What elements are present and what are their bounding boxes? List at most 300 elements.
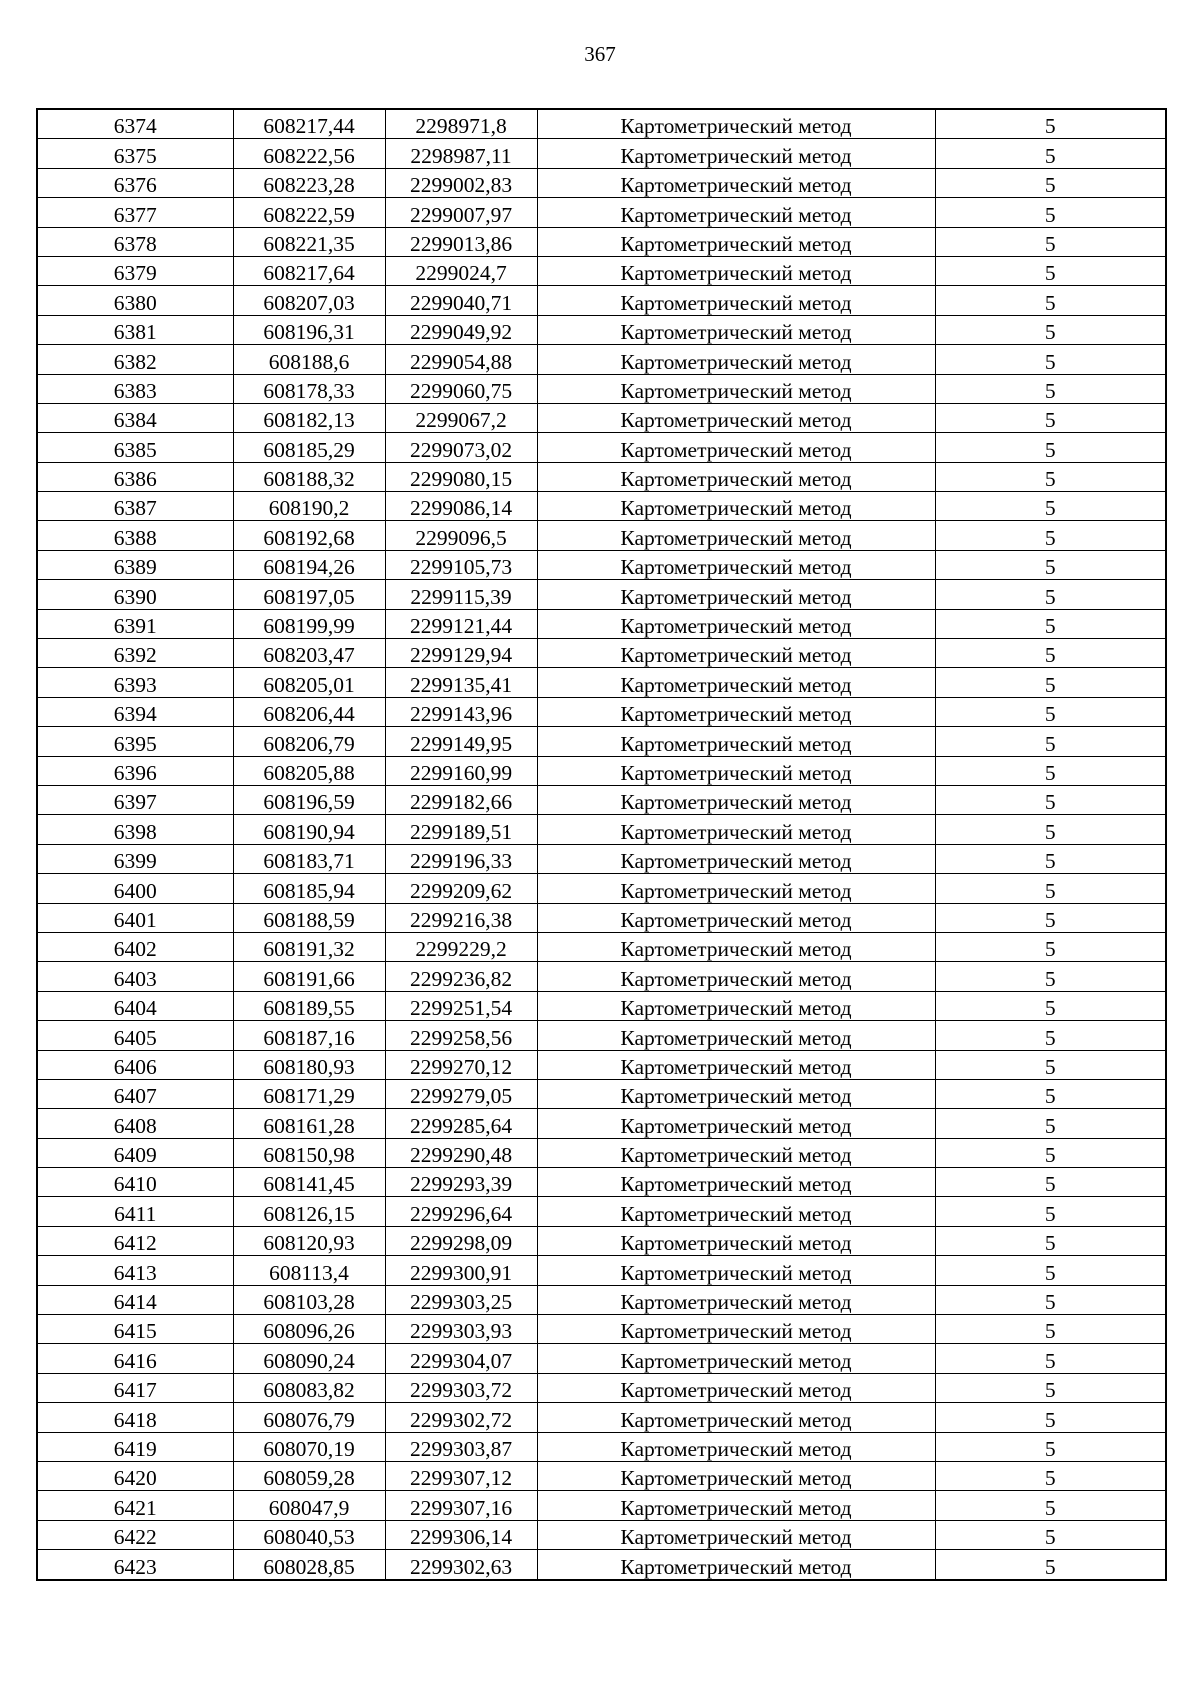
point-number-cell: 6387 — [37, 492, 233, 521]
x-coordinate-cell: 608113,4 — [233, 1256, 385, 1285]
point-number-cell: 6390 — [37, 580, 233, 609]
table-row — [37, 1373, 1166, 1402]
point-number-cell: 6413 — [37, 1256, 233, 1285]
y-coordinate-cell: 2299105,73 — [385, 550, 537, 579]
accuracy-cell: 5 — [935, 345, 1166, 374]
x-coordinate-cell: 608070,19 — [233, 1432, 385, 1461]
y-coordinate-cell: 2299024,7 — [385, 256, 537, 285]
accuracy-cell: 5 — [935, 639, 1166, 668]
y-coordinate-cell: 2298971,8 — [385, 109, 537, 139]
x-coordinate-cell: 608076,79 — [233, 1403, 385, 1432]
point-number-cell: 6410 — [37, 1168, 233, 1197]
accuracy-cell: 5 — [935, 1138, 1166, 1167]
method-cell: Картометрический метод — [537, 756, 935, 785]
point-number-cell: 6405 — [37, 1021, 233, 1050]
method-cell: Картометрический метод — [537, 168, 935, 197]
method-cell: Картометрический метод — [537, 521, 935, 550]
table-row — [37, 315, 1166, 344]
point-number-cell: 6415 — [37, 1315, 233, 1344]
y-coordinate-cell: 2299149,95 — [385, 727, 537, 756]
accuracy-cell: 5 — [935, 1315, 1166, 1344]
accuracy-cell: 5 — [935, 1109, 1166, 1138]
table-row — [37, 1138, 1166, 1167]
y-coordinate-cell: 2299307,16 — [385, 1491, 537, 1520]
method-cell: Картометрический метод — [537, 1050, 935, 1079]
y-coordinate-cell: 2299229,2 — [385, 932, 537, 961]
method-cell: Картометрический метод — [537, 1256, 935, 1285]
accuracy-cell: 5 — [935, 962, 1166, 991]
x-coordinate-cell: 608188,6 — [233, 345, 385, 374]
x-coordinate-cell: 608217,64 — [233, 256, 385, 285]
table-row — [37, 462, 1166, 491]
x-coordinate-cell: 608191,66 — [233, 962, 385, 991]
x-coordinate-cell: 608185,94 — [233, 874, 385, 903]
accuracy-cell: 5 — [935, 198, 1166, 227]
method-cell: Картометрический метод — [537, 1491, 935, 1520]
x-coordinate-cell: 608187,16 — [233, 1021, 385, 1050]
table-row — [37, 1461, 1166, 1490]
point-number-cell: 6378 — [37, 227, 233, 256]
x-coordinate-cell: 608040,53 — [233, 1520, 385, 1549]
x-coordinate-cell: 608191,32 — [233, 932, 385, 961]
table-row — [37, 521, 1166, 550]
point-number-cell: 6423 — [37, 1550, 233, 1580]
accuracy-cell: 5 — [935, 139, 1166, 168]
y-coordinate-cell: 2299067,2 — [385, 403, 537, 432]
method-cell: Картометрический метод — [537, 1550, 935, 1580]
table-row — [37, 844, 1166, 873]
method-cell: Картометрический метод — [537, 227, 935, 256]
point-number-cell: 6404 — [37, 991, 233, 1020]
method-cell: Картометрический метод — [537, 903, 935, 932]
table-row — [37, 1491, 1166, 1520]
accuracy-cell: 5 — [935, 1373, 1166, 1402]
method-cell: Картометрический метод — [537, 991, 935, 1020]
x-coordinate-cell: 608090,24 — [233, 1344, 385, 1373]
point-number-cell: 6400 — [37, 874, 233, 903]
x-coordinate-cell: 608182,13 — [233, 403, 385, 432]
point-number-cell: 6379 — [37, 256, 233, 285]
accuracy-cell: 5 — [935, 433, 1166, 462]
table-row — [37, 374, 1166, 403]
accuracy-cell: 5 — [935, 109, 1166, 139]
point-number-cell: 6406 — [37, 1050, 233, 1079]
y-coordinate-cell: 2299303,93 — [385, 1315, 537, 1344]
table-row — [37, 198, 1166, 227]
table-row — [37, 785, 1166, 814]
point-number-cell: 6416 — [37, 1344, 233, 1373]
x-coordinate-cell: 608190,94 — [233, 815, 385, 844]
y-coordinate-cell: 2299306,14 — [385, 1520, 537, 1549]
y-coordinate-cell: 2299013,86 — [385, 227, 537, 256]
point-number-cell: 6393 — [37, 668, 233, 697]
accuracy-cell: 5 — [935, 1520, 1166, 1549]
point-number-cell: 6395 — [37, 727, 233, 756]
table-row — [37, 227, 1166, 256]
y-coordinate-cell: 2299251,54 — [385, 991, 537, 1020]
x-coordinate-cell: 608096,26 — [233, 1315, 385, 1344]
x-coordinate-cell: 608196,59 — [233, 785, 385, 814]
x-coordinate-cell: 608221,35 — [233, 227, 385, 256]
point-number-cell: 6376 — [37, 168, 233, 197]
point-number-cell: 6419 — [37, 1432, 233, 1461]
y-coordinate-cell: 2299054,88 — [385, 345, 537, 374]
y-coordinate-cell: 2299080,15 — [385, 462, 537, 491]
accuracy-cell: 5 — [935, 227, 1166, 256]
point-number-cell: 6399 — [37, 844, 233, 873]
accuracy-cell: 5 — [935, 1256, 1166, 1285]
x-coordinate-cell: 608103,28 — [233, 1285, 385, 1314]
table-row — [37, 1021, 1166, 1050]
accuracy-cell: 5 — [935, 1050, 1166, 1079]
point-number-cell: 6385 — [37, 433, 233, 462]
x-coordinate-cell: 608171,29 — [233, 1079, 385, 1108]
y-coordinate-cell: 2299303,87 — [385, 1432, 537, 1461]
method-cell: Картометрический метод — [537, 1226, 935, 1255]
x-coordinate-cell: 608217,44 — [233, 109, 385, 139]
point-number-cell: 6414 — [37, 1285, 233, 1314]
accuracy-cell: 5 — [935, 1550, 1166, 1580]
method-cell: Картометрический метод — [537, 462, 935, 491]
table-row — [37, 1432, 1166, 1461]
point-number-cell: 6380 — [37, 286, 233, 315]
point-number-cell: 6382 — [37, 345, 233, 374]
x-coordinate-cell: 608059,28 — [233, 1461, 385, 1490]
table-row — [37, 580, 1166, 609]
x-coordinate-cell: 608185,29 — [233, 433, 385, 462]
table-row — [37, 1197, 1166, 1226]
method-cell: Картометрический метод — [537, 932, 935, 961]
accuracy-cell: 5 — [935, 256, 1166, 285]
accuracy-cell: 5 — [935, 374, 1166, 403]
y-coordinate-cell: 2299086,14 — [385, 492, 537, 521]
y-coordinate-cell: 2299296,64 — [385, 1197, 537, 1226]
method-cell: Картометрический метод — [537, 815, 935, 844]
method-cell: Картометрический метод — [537, 874, 935, 903]
method-cell: Картометрический метод — [537, 1432, 935, 1461]
table-row — [37, 1403, 1166, 1432]
method-cell: Картометрический метод — [537, 1079, 935, 1108]
table-row — [37, 433, 1166, 462]
y-coordinate-cell: 2299303,72 — [385, 1373, 537, 1402]
y-coordinate-cell: 2299182,66 — [385, 785, 537, 814]
x-coordinate-cell: 608206,44 — [233, 697, 385, 726]
accuracy-cell: 5 — [935, 580, 1166, 609]
point-number-cell: 6386 — [37, 462, 233, 491]
table-row — [37, 139, 1166, 168]
accuracy-cell: 5 — [935, 1021, 1166, 1050]
y-coordinate-cell: 2299258,56 — [385, 1021, 537, 1050]
table-row — [37, 1520, 1166, 1549]
y-coordinate-cell: 2299115,39 — [385, 580, 537, 609]
accuracy-cell: 5 — [935, 697, 1166, 726]
x-coordinate-cell: 608178,33 — [233, 374, 385, 403]
table-row — [37, 1550, 1166, 1580]
accuracy-cell: 5 — [935, 286, 1166, 315]
accuracy-cell: 5 — [935, 844, 1166, 873]
method-cell: Картометрический метод — [537, 1520, 935, 1549]
y-coordinate-cell: 2299073,02 — [385, 433, 537, 462]
point-number-cell: 6403 — [37, 962, 233, 991]
point-number-cell: 6421 — [37, 1491, 233, 1520]
method-cell: Картометрический метод — [537, 1197, 935, 1226]
method-cell: Картометрический метод — [537, 1138, 935, 1167]
method-cell: Картометрический метод — [537, 374, 935, 403]
method-cell: Картометрический метод — [537, 1373, 935, 1402]
accuracy-cell: 5 — [935, 668, 1166, 697]
x-coordinate-cell: 608161,28 — [233, 1109, 385, 1138]
accuracy-cell: 5 — [935, 521, 1166, 550]
accuracy-cell: 5 — [935, 1344, 1166, 1373]
point-number-cell: 6407 — [37, 1079, 233, 1108]
y-coordinate-cell: 2299060,75 — [385, 374, 537, 403]
x-coordinate-cell: 608183,71 — [233, 844, 385, 873]
x-coordinate-cell: 608120,93 — [233, 1226, 385, 1255]
x-coordinate-cell: 608205,88 — [233, 756, 385, 785]
table-row — [37, 962, 1166, 991]
y-coordinate-cell: 2299040,71 — [385, 286, 537, 315]
y-coordinate-cell: 2299307,12 — [385, 1461, 537, 1490]
x-coordinate-cell: 608206,79 — [233, 727, 385, 756]
accuracy-cell: 5 — [935, 1432, 1166, 1461]
accuracy-cell: 5 — [935, 1491, 1166, 1520]
method-cell: Картометрический метод — [537, 639, 935, 668]
method-cell: Картометрический метод — [537, 1109, 935, 1138]
x-coordinate-cell: 608197,05 — [233, 580, 385, 609]
y-coordinate-cell: 2299209,62 — [385, 874, 537, 903]
accuracy-cell: 5 — [935, 815, 1166, 844]
x-coordinate-cell: 608199,99 — [233, 609, 385, 638]
table-row — [37, 1079, 1166, 1108]
table-row — [37, 1226, 1166, 1255]
table-row — [37, 345, 1166, 374]
accuracy-cell: 5 — [935, 756, 1166, 785]
point-number-cell: 6383 — [37, 374, 233, 403]
x-coordinate-cell: 608180,93 — [233, 1050, 385, 1079]
accuracy-cell: 5 — [935, 932, 1166, 961]
x-coordinate-cell: 608223,28 — [233, 168, 385, 197]
x-coordinate-cell: 608188,32 — [233, 462, 385, 491]
point-number-cell: 6408 — [37, 1109, 233, 1138]
x-coordinate-cell: 608222,59 — [233, 198, 385, 227]
accuracy-cell: 5 — [935, 168, 1166, 197]
accuracy-cell: 5 — [935, 403, 1166, 432]
y-coordinate-cell: 2299049,92 — [385, 315, 537, 344]
y-coordinate-cell: 2299303,25 — [385, 1285, 537, 1314]
x-coordinate-cell: 608188,59 — [233, 903, 385, 932]
method-cell: Картометрический метод — [537, 550, 935, 579]
y-coordinate-cell: 2299302,72 — [385, 1403, 537, 1432]
point-number-cell: 6412 — [37, 1226, 233, 1255]
point-number-cell: 6394 — [37, 697, 233, 726]
x-coordinate-cell: 608126,15 — [233, 1197, 385, 1226]
y-coordinate-cell: 2299285,64 — [385, 1109, 537, 1138]
method-cell: Картометрический метод — [537, 492, 935, 521]
table-row — [37, 1315, 1166, 1344]
point-number-cell: 6411 — [37, 1197, 233, 1226]
method-cell: Картометрический метод — [537, 433, 935, 462]
accuracy-cell: 5 — [935, 1079, 1166, 1108]
y-coordinate-cell: 2299096,5 — [385, 521, 537, 550]
method-cell: Картометрический метод — [537, 256, 935, 285]
y-coordinate-cell: 2298987,11 — [385, 139, 537, 168]
table-row — [37, 903, 1166, 932]
y-coordinate-cell: 2299302,63 — [385, 1550, 537, 1580]
method-cell: Картометрический метод — [537, 844, 935, 873]
table-row — [37, 874, 1166, 903]
y-coordinate-cell: 2299002,83 — [385, 168, 537, 197]
point-number-cell: 6388 — [37, 521, 233, 550]
x-coordinate-cell: 608028,85 — [233, 1550, 385, 1580]
y-coordinate-cell: 2299304,07 — [385, 1344, 537, 1373]
x-coordinate-cell: 608196,31 — [233, 315, 385, 344]
x-coordinate-cell: 608203,47 — [233, 639, 385, 668]
point-number-cell: 6392 — [37, 639, 233, 668]
method-cell: Картометрический метод — [537, 1344, 935, 1373]
y-coordinate-cell: 2299160,99 — [385, 756, 537, 785]
method-cell: Картометрический метод — [537, 139, 935, 168]
page-number: 367 — [584, 42, 616, 66]
x-coordinate-cell: 608205,01 — [233, 668, 385, 697]
y-coordinate-cell: 2299216,38 — [385, 903, 537, 932]
x-coordinate-cell: 608150,98 — [233, 1138, 385, 1167]
accuracy-cell: 5 — [935, 609, 1166, 638]
point-number-cell: 6401 — [37, 903, 233, 932]
accuracy-cell: 5 — [935, 1197, 1166, 1226]
table-row — [37, 1344, 1166, 1373]
accuracy-cell: 5 — [935, 492, 1166, 521]
y-coordinate-cell: 2299135,41 — [385, 668, 537, 697]
x-coordinate-cell: 608141,45 — [233, 1168, 385, 1197]
point-number-cell: 6409 — [37, 1138, 233, 1167]
point-number-cell: 6398 — [37, 815, 233, 844]
method-cell: Картометрический метод — [537, 785, 935, 814]
y-coordinate-cell: 2299293,39 — [385, 1168, 537, 1197]
x-coordinate-cell: 608207,03 — [233, 286, 385, 315]
y-coordinate-cell: 2299236,82 — [385, 962, 537, 991]
method-cell: Картометрический метод — [537, 962, 935, 991]
accuracy-cell: 5 — [935, 1226, 1166, 1255]
table-row — [37, 403, 1166, 432]
y-coordinate-cell: 2299121,44 — [385, 609, 537, 638]
accuracy-cell: 5 — [935, 1461, 1166, 1490]
y-coordinate-cell: 2299290,48 — [385, 1138, 537, 1167]
x-coordinate-cell: 608192,68 — [233, 521, 385, 550]
method-cell: Картометрический метод — [537, 345, 935, 374]
point-number-cell: 6422 — [37, 1520, 233, 1549]
accuracy-cell: 5 — [935, 462, 1166, 491]
method-cell: Картометрический метод — [537, 1403, 935, 1432]
point-number-cell: 6402 — [37, 932, 233, 961]
method-cell: Картометрический метод — [537, 609, 935, 638]
table-row — [37, 756, 1166, 785]
y-coordinate-cell: 2299189,51 — [385, 815, 537, 844]
x-coordinate-cell: 608190,2 — [233, 492, 385, 521]
table-row — [37, 1109, 1166, 1138]
table-row — [37, 1050, 1166, 1079]
accuracy-cell: 5 — [935, 1168, 1166, 1197]
table-row — [37, 550, 1166, 579]
method-cell: Картометрический метод — [537, 668, 935, 697]
method-cell: Картометрический метод — [537, 1461, 935, 1490]
method-cell: Картометрический метод — [537, 1021, 935, 1050]
point-number-cell: 6418 — [37, 1403, 233, 1432]
method-cell: Картометрический метод — [537, 580, 935, 609]
point-number-cell: 6374 — [37, 109, 233, 139]
point-number-cell: 6377 — [37, 198, 233, 227]
y-coordinate-cell: 2299300,91 — [385, 1256, 537, 1285]
table-row — [37, 609, 1166, 638]
method-cell: Картометрический метод — [537, 315, 935, 344]
table-row — [37, 991, 1166, 1020]
x-coordinate-cell: 608047,9 — [233, 1491, 385, 1520]
table-row — [37, 668, 1166, 697]
point-number-cell: 6381 — [37, 315, 233, 344]
point-number-cell: 6417 — [37, 1373, 233, 1402]
coordinates-table-body — [37, 109, 1166, 1580]
coordinates-table — [36, 108, 1167, 1581]
table-row — [37, 168, 1166, 197]
method-cell: Картометрический метод — [537, 1285, 935, 1314]
table-row — [37, 727, 1166, 756]
y-coordinate-cell: 2299129,94 — [385, 639, 537, 668]
point-number-cell: 6397 — [37, 785, 233, 814]
table-row — [37, 697, 1166, 726]
y-coordinate-cell: 2299007,97 — [385, 198, 537, 227]
x-coordinate-cell: 608189,55 — [233, 991, 385, 1020]
method-cell: Картометрический метод — [537, 697, 935, 726]
x-coordinate-cell: 608222,56 — [233, 139, 385, 168]
y-coordinate-cell: 2299298,09 — [385, 1226, 537, 1255]
accuracy-cell: 5 — [935, 1285, 1166, 1314]
x-coordinate-cell: 608194,26 — [233, 550, 385, 579]
point-number-cell: 6384 — [37, 403, 233, 432]
table-row — [37, 256, 1166, 285]
point-number-cell: 6391 — [37, 609, 233, 638]
accuracy-cell: 5 — [935, 727, 1166, 756]
method-cell: Картометрический метод — [537, 109, 935, 139]
method-cell: Картометрический метод — [537, 198, 935, 227]
x-coordinate-cell: 608083,82 — [233, 1373, 385, 1402]
table-row — [37, 932, 1166, 961]
y-coordinate-cell: 2299279,05 — [385, 1079, 537, 1108]
table-row — [37, 1168, 1166, 1197]
point-number-cell: 6396 — [37, 756, 233, 785]
table-row — [37, 815, 1166, 844]
point-number-cell: 6389 — [37, 550, 233, 579]
point-number-cell: 6375 — [37, 139, 233, 168]
table-row — [37, 1256, 1166, 1285]
table-row — [37, 109, 1166, 139]
accuracy-cell: 5 — [935, 903, 1166, 932]
method-cell: Картометрический метод — [537, 403, 935, 432]
table-row — [37, 286, 1166, 315]
accuracy-cell: 5 — [935, 874, 1166, 903]
accuracy-cell: 5 — [935, 550, 1166, 579]
accuracy-cell: 5 — [935, 315, 1166, 344]
method-cell: Картометрический метод — [537, 1315, 935, 1344]
method-cell: Картометрический метод — [537, 727, 935, 756]
point-number-cell: 6420 — [37, 1461, 233, 1490]
table-row — [37, 1285, 1166, 1314]
method-cell: Картометрический метод — [537, 286, 935, 315]
table-row — [37, 639, 1166, 668]
y-coordinate-cell: 2299270,12 — [385, 1050, 537, 1079]
accuracy-cell: 5 — [935, 991, 1166, 1020]
method-cell: Картометрический метод — [537, 1168, 935, 1197]
accuracy-cell: 5 — [935, 785, 1166, 814]
y-coordinate-cell: 2299143,96 — [385, 697, 537, 726]
